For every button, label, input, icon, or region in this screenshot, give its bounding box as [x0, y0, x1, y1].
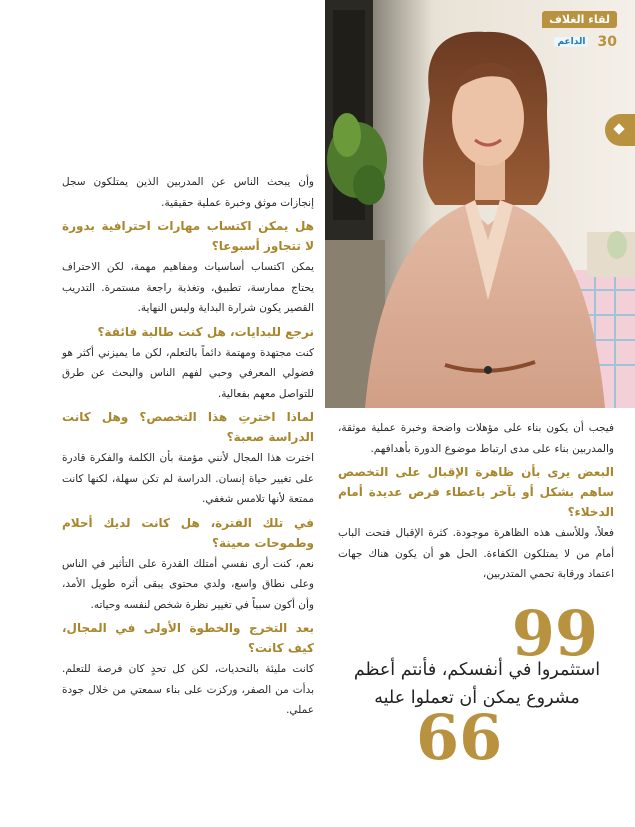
paragraph: وأن يبحث الناس عن المدربين الذين يمتلكون سجل إنجازات موثق وخبرة عملية حقيقية. [62, 176, 314, 209]
pull-quote-text: استثمروا في أنفسكم، فأنتم أعظم مشروع يمكن أن تعملوا عليه [353, 660, 601, 708]
pull-quote [336, 597, 618, 774]
magazine-row [542, 31, 617, 50]
interview-question: في تلك الفترة، هل كانت لديك أحلام وطموحات معينة؟ [62, 515, 314, 550]
paragraph: نعم، كنت أرى نفسي أمتلك القدرة على التأثير في الناس وعلى نطاق واسع، ولدي محتوى يبقى أثره طويل الأمد، وأن أكون سبباً في تغيير نظرة شخص لنفسه وحياته. [62, 557, 314, 611]
page-header [542, 8, 617, 50]
interview-question: نرجع للبدايات، هل كنت طالبة فائقة؟ [97, 324, 314, 339]
section-label: لقاء الغلاف [542, 11, 617, 28]
side-tab-marker [605, 114, 635, 146]
interview-question: بعد التخرج والخطوة الأولى في المجال، كيف كانت؟ [62, 621, 314, 655]
interview-question: لماذا اخترتِ هذا التخصص؟ وهل كانت الدراسة صعبة؟ [62, 410, 314, 444]
magazine-logo: الداعم [554, 37, 588, 47]
diamond-icon [613, 123, 624, 134]
paragraph: فعلاً، وللأسف هذه الظاهرة موجودة. كثرة الإقبال فتحت الباب أمام من لا يمتلكون الكفاءة. الحل هو أن يكون هناك جهات اعتماد ورقابة تحمي المتدربين، [338, 527, 614, 580]
cover-portrait-photo [325, 0, 635, 408]
right-column [338, 418, 614, 585]
paragraph: كانت مليئة بالتحديات، لكن كل تحدٍ كان فرصة للتعلم. بدأت من الصفر، وركزت على بناء سمعتي من خلال جودة عملي. [62, 663, 314, 716]
page-number: 30 [597, 33, 617, 50]
close-quote-icon: 66 [416, 701, 503, 774]
paragraph: فيجب أن يكون بناء على مؤهلات واضحة وخبرة عملية موثقة، والمدربين بناء على مدى ارتباط موضوع الدورة بأهدافهم. [338, 422, 614, 455]
interview-question: هل يمكن اكتساب مهارات احترافية بدورة لا تتجاوز أسبوعا؟ [62, 219, 314, 253]
paragraph: كنت مجتهدة ومهتمة دائماً بالتعلم، لكن ما يميزني أكثر هو فضولي المعرفي وحبي لفهم الناس والبحث عن طرق للتواصل معهم بفعالية. [62, 346, 314, 400]
paragraph: اخترت هذا المجال لأنني مؤمنة بأن الكلمة والفكرة قادرة على تغيير حياة إنسان. الدراسة لم تكن سهلة، لكنها كانت ممتعة لأنها تلامس شغفي. [62, 452, 314, 505]
left-column [62, 172, 314, 721]
open-quote-icon: 99 [511, 597, 598, 670]
interview-question: البعض يرى بأن ظاهرة الإقبال على التخصص ساهم بشكل أو بآخر باعطاء فرص عديدة أمام الدخلاء؟ [338, 465, 614, 519]
paragraph: يمكن اكتساب أساسيات ومفاهيم مهمة، لكن الاحتراف يحتاج ممارسة، تطبيق، وتغذية راجعة مستمرة. التدريب القصير يكون شرارة البداية وليس النهاية. [62, 261, 314, 314]
